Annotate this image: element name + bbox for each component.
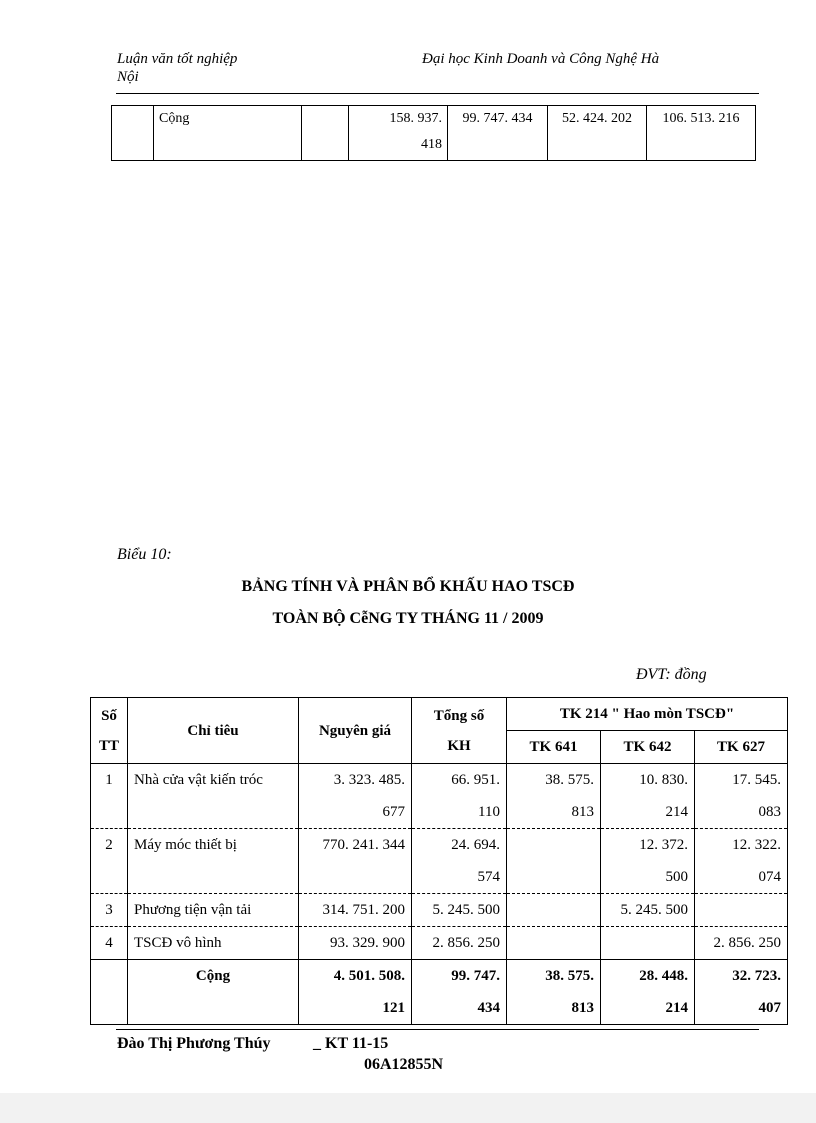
cell-chi-tieu: TSCĐ vô hình [128, 927, 299, 960]
header-stt: Số TT [91, 698, 128, 764]
cell-total-label: Cộng [128, 960, 299, 1025]
cell-tk641: 38. 575. 813 [507, 960, 601, 1025]
cell-tk642 [601, 927, 695, 960]
cell-tk627: 2. 856. 250 [695, 927, 788, 960]
continuation-table [111, 105, 756, 161]
cell-tk641 [507, 927, 601, 960]
cell-tk641: 38. 575. 813 [507, 764, 601, 829]
cell-tk642: 10. 830. 214 [601, 764, 695, 829]
cell-tong-so: 99. 747. 434 [412, 960, 507, 1025]
cell-nguyen-gia: 770. 241. 344 [299, 829, 412, 894]
total-row [91, 960, 788, 1025]
cell-chi-tieu: Nhà cửa vật kiến tróc [128, 764, 299, 829]
cell-tk627: 12. 322. 074 [695, 829, 788, 894]
header-tk641: TK 641 [507, 731, 601, 764]
footer-rule [116, 1029, 759, 1030]
cell-value: 99. 747. 434 [448, 106, 548, 161]
unit-label: ĐVT: đồng [636, 666, 707, 683]
header-right: Đại học Kinh Doanh và Công Nghệ Hà [422, 51, 660, 67]
cell-nguyen-gia: 314. 751. 200 [299, 894, 412, 927]
header-tong-so: Tổng số KH [412, 698, 507, 764]
cell-nguyen-gia: 4. 501. 508. 121 [299, 960, 412, 1025]
table-row [91, 829, 788, 894]
depreciation-table [90, 697, 788, 1025]
cell-tk642: 5. 245. 500 [601, 894, 695, 927]
header-left-line1: Luận văn tốt nghiệp [117, 51, 238, 67]
cell-tk627: 32. 723. 407 [695, 960, 788, 1025]
cell-tk642: 28. 448. 214 [601, 960, 695, 1025]
cell-chi-tieu: Phương tiện vận tải [128, 894, 299, 927]
cell-tk642: 12. 372. 500 [601, 829, 695, 894]
cell-tong-so: 5. 245. 500 [412, 894, 507, 927]
table-title-line2: TOÀN BỘ CễNG TY THÁNG 11 / 2009 [272, 610, 544, 627]
cell-tk641 [507, 894, 601, 927]
student-id: 06A12855N [364, 1056, 444, 1073]
cell-chi-tieu: Máy móc thiết bị [128, 829, 299, 894]
table-title-line1: BẢNG TÍNH VÀ PHÂN BỔ KHẤU HAO TSCĐ [241, 578, 575, 595]
cell-tk627 [695, 894, 788, 927]
table-row [91, 894, 788, 927]
cell-value: 52. 424. 202 [548, 106, 647, 161]
page-bottom-strip [0, 1093, 816, 1123]
cell-tk641 [507, 829, 601, 894]
header-tk214: TK 214 " Hao mòn TSCĐ" [507, 698, 788, 731]
cell-nguyen-gia: 3. 323. 485. 677 [299, 764, 412, 829]
header-left-line2: Nội [117, 69, 139, 85]
table-row [112, 106, 756, 161]
cell-value: 158. 937. 418 [349, 106, 448, 161]
cell-tong-so: 2. 856. 250 [412, 927, 507, 960]
cell-stt: 1 [91, 764, 128, 829]
row-label: Cộng [154, 106, 302, 161]
cell-stt: 3 [91, 894, 128, 927]
header-rule [116, 93, 759, 94]
figure-label: Biểu 10: [117, 546, 172, 563]
cell-tong-so: 24. 694. 574 [412, 829, 507, 894]
cell-tong-so: 66. 951. 110 [412, 764, 507, 829]
class-code: _ KT 11-15 [313, 1035, 389, 1052]
header-left [117, 50, 317, 86]
header-chi-tieu: Chỉ tiêu [128, 698, 299, 764]
cell-stt: 2 [91, 829, 128, 894]
cell-tk627: 17. 545. 083 [695, 764, 788, 829]
cell-nguyen-gia: 93. 329. 900 [299, 927, 412, 960]
cell-stt: 4 [91, 927, 128, 960]
author-name: Đào Thị Phương Thúy [117, 1035, 271, 1052]
header-nguyen-gia: Nguyên giá [299, 698, 412, 764]
header-row [91, 698, 788, 731]
header-tk642: TK 642 [601, 731, 695, 764]
header-tk627: TK 627 [695, 731, 788, 764]
table-row [91, 764, 788, 829]
cell-value: 106. 513. 216 [647, 106, 756, 161]
table-row [91, 927, 788, 960]
